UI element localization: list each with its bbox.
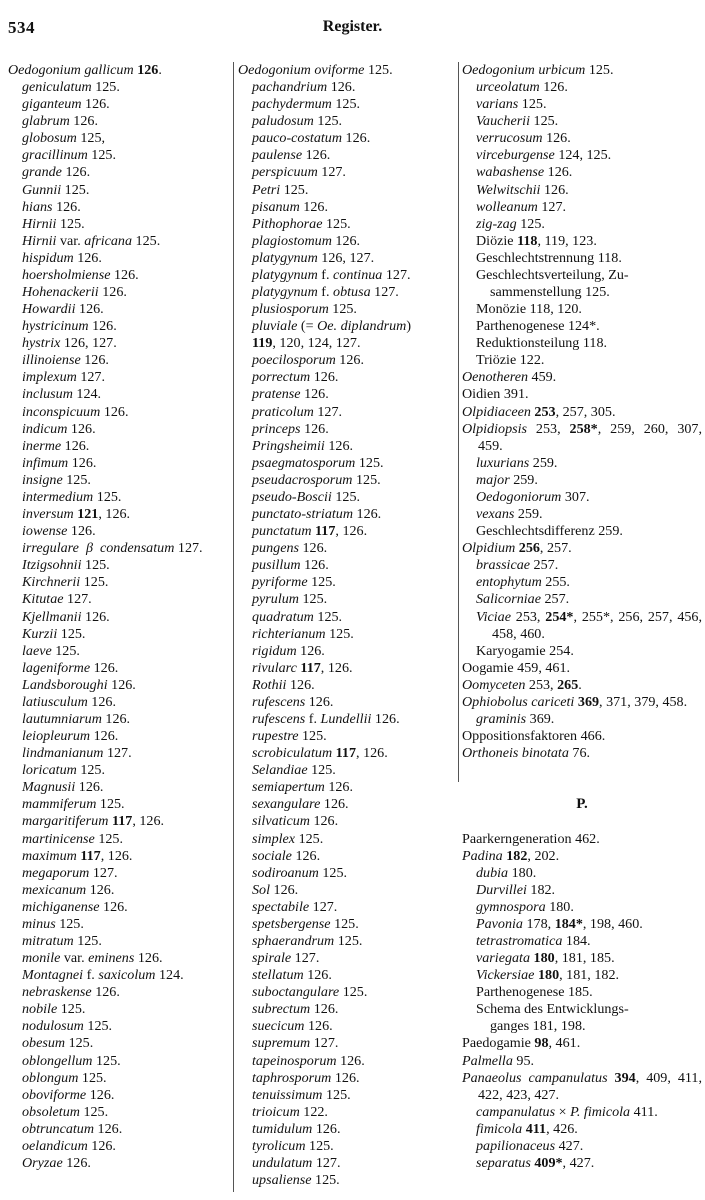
index-entry: Hohenackerii 126. bbox=[22, 284, 127, 301]
index-entry: latiusculum 126. bbox=[22, 693, 116, 710]
index-entry: plagiostomum 126. bbox=[252, 232, 361, 249]
index-entry: nobile 125. bbox=[22, 1001, 86, 1018]
index-entry: richterianum 125. bbox=[252, 625, 354, 642]
index-column-1 bbox=[8, 62, 230, 1192]
index-entry: upsaliense 125. bbox=[252, 1172, 340, 1189]
index-entry: simplex 125. bbox=[252, 830, 324, 847]
index-entry: Landsboroughi 126. bbox=[22, 676, 136, 693]
index-entry: lageniforme 126. bbox=[22, 659, 119, 676]
index-entry: hoersholmiense 126. bbox=[22, 266, 139, 283]
index-entry: dubia 180. bbox=[476, 864, 537, 881]
index-entry: sammenstellung 125. bbox=[490, 284, 610, 301]
index-entry: ganges 181, 198. bbox=[490, 1018, 586, 1035]
index-entry: Palmella 95. bbox=[462, 1052, 535, 1069]
index-entry: nebraskense 126. bbox=[22, 984, 120, 1001]
index-entry: platygynum f. obtusa 127. bbox=[252, 284, 399, 301]
index-entry: Oomyceten 253, 265. bbox=[462, 676, 582, 693]
index-entry: wolleanum 127. bbox=[476, 198, 567, 215]
index-entry: Geschlechtsdifferenz 259. bbox=[476, 523, 623, 540]
index-entry: Paedogamie 98, 461. bbox=[462, 1035, 581, 1052]
index-entry: paludosum 125. bbox=[252, 113, 343, 130]
index-entry: perspicuum 127. bbox=[252, 164, 346, 181]
section-heading: P. bbox=[576, 796, 588, 813]
index-entry: pachydermum 125. bbox=[252, 96, 361, 113]
index-entry: Salicorniae 257. bbox=[476, 591, 570, 608]
index-entry: suecicum 126. bbox=[252, 1018, 333, 1035]
index-entry: oblongellum 125. bbox=[22, 1052, 121, 1069]
index-entry: Parthenogenese 124*. bbox=[476, 318, 600, 335]
index-entry: pluviale (= Oe. diplandrum) bbox=[252, 318, 412, 335]
index-entry: Oryzae 126. bbox=[22, 1155, 91, 1171]
index-entry: pachandrium 126. bbox=[252, 79, 356, 96]
index-entry: Oenotheren 459. bbox=[462, 369, 557, 386]
index-entry: obsoletum 125. bbox=[22, 1103, 109, 1120]
index-entry: luxurians 259. bbox=[476, 454, 558, 471]
index-entry: spectabile 127. bbox=[252, 898, 338, 915]
index-entry: irregulare β condensatum 127. bbox=[22, 540, 203, 557]
index-entry: martinicense 125. bbox=[22, 830, 123, 847]
index-entry: platygynum f. continua 127. bbox=[252, 266, 411, 283]
index-entry: oboviforme 126. bbox=[22, 1086, 115, 1103]
index-entry: rivularc 117, 126. bbox=[252, 659, 353, 676]
index-entry: Paarkerngeneration 462. bbox=[462, 830, 600, 847]
index-entry: pseudacrosporum 125. bbox=[252, 471, 381, 488]
index-entry: Petri 125. bbox=[252, 181, 309, 198]
index-entry: Monözie 118, 120. bbox=[476, 301, 582, 318]
index-entry: platygynum 126, 127. bbox=[252, 249, 375, 266]
index-entry: Orthoneis binotata 76. bbox=[462, 745, 591, 762]
index-entry: 119, 120, 124, 127. bbox=[252, 335, 361, 352]
index-entry: spirale 127. bbox=[252, 950, 320, 967]
index-entry: rigidum 126. bbox=[252, 642, 325, 659]
index-entry: grande 126. bbox=[22, 164, 91, 181]
index-entry: margaritiferum 117, 126. bbox=[22, 813, 165, 830]
index-entry: spetsbergense 125. bbox=[252, 915, 359, 932]
index-entry: Schema des Entwicklungs- bbox=[476, 1001, 629, 1018]
index-entry: Karyogamie 254. bbox=[476, 642, 574, 659]
index-entry: obtruncatum 126. bbox=[22, 1120, 123, 1137]
index-entry: graminis 369. bbox=[476, 710, 555, 727]
index-entry: papilionaceus 427. bbox=[476, 1137, 584, 1154]
index-entry: loricatum 125. bbox=[22, 762, 105, 779]
index-entry: campanulatus × P. fimicola 411. bbox=[476, 1103, 658, 1120]
index-entry: taphrosporum 126. bbox=[252, 1069, 360, 1086]
index-entry: Pringsheimii 126. bbox=[252, 437, 354, 454]
index-entry: pyriforme 125. bbox=[252, 574, 336, 591]
index-entry: inerme 126. bbox=[22, 437, 90, 454]
index-entry: giganteum 126. bbox=[22, 96, 110, 113]
index-entry: Kitutae 127. bbox=[22, 591, 92, 608]
index-entry: Oedogonium oviforme 125. bbox=[238, 62, 393, 78]
index-entry: quadratum 125. bbox=[252, 608, 343, 625]
index-entry: Diözie 118, 119, 123. bbox=[476, 232, 597, 249]
index-entry: sphaerandrum 125. bbox=[252, 932, 363, 949]
index-entry: laeve 125. bbox=[22, 642, 80, 659]
spacer bbox=[462, 813, 702, 830]
index-entry: rufescens f. Lundellii 126. bbox=[252, 710, 400, 727]
index-entry: obesum 125. bbox=[22, 1035, 94, 1052]
index-entry: rupestre 125. bbox=[252, 728, 327, 745]
index-entry: Vaucherii 125. bbox=[476, 113, 559, 130]
index-entry: tetrastromatica 184. bbox=[476, 932, 591, 949]
index-entry: Kjellmanii 126. bbox=[22, 608, 110, 625]
index-entry: wabashense 126. bbox=[476, 164, 573, 181]
index-entry: Montagnei f. saxicolum 124. bbox=[22, 967, 184, 984]
index-entry: trioicum 122. bbox=[252, 1103, 328, 1120]
index-entry: mitratum 125. bbox=[22, 932, 102, 949]
index-entry: intermedium 125. bbox=[22, 488, 122, 505]
index-entry: virceburgense 124, 125. bbox=[476, 147, 612, 164]
index-entry: iowense 126. bbox=[22, 523, 96, 540]
index-entry: megaporum 127. bbox=[22, 864, 118, 881]
index-entry: Oppositionsfaktoren 466. bbox=[462, 728, 606, 745]
index-entry: Geschlechtstrennung 118. bbox=[476, 249, 622, 266]
index-entry: Reduktionsteilung 118. bbox=[476, 335, 608, 352]
index-entry: globosum 125, bbox=[22, 130, 106, 147]
index-entry: pseudo-Boscii 125. bbox=[252, 488, 361, 505]
index-entry: Welwitschii 126. bbox=[476, 181, 569, 198]
index-entry: Pithophorae 125. bbox=[252, 215, 351, 232]
spacer bbox=[462, 762, 702, 779]
index-entry: tumidulum 126. bbox=[252, 1120, 341, 1137]
index-column-3 bbox=[462, 62, 702, 1192]
index-entry: oelandicum 126. bbox=[22, 1137, 116, 1154]
index-entry: sodiroanum 125. bbox=[252, 864, 348, 881]
index-entry: brassicae 257. bbox=[476, 557, 559, 574]
index-entry: oblongum 125. bbox=[22, 1069, 107, 1086]
index-entry: undulatum 127. bbox=[252, 1155, 341, 1171]
index-entry: michiganense 126. bbox=[22, 898, 128, 915]
index-entry: insigne 125. bbox=[22, 471, 91, 488]
index-entry: Triözie 122. bbox=[476, 352, 545, 369]
index-entry: inclusum 124. bbox=[22, 386, 102, 403]
index-entry: tyrolicum 125. bbox=[252, 1137, 334, 1154]
index-entry: punctato-striatum 126. bbox=[252, 506, 382, 523]
index-entry: gracillinum 125. bbox=[22, 147, 116, 164]
index-entry: hispidum 126. bbox=[22, 249, 102, 266]
index-entry: princeps 126. bbox=[252, 420, 329, 437]
index-entry: Howardii 126. bbox=[22, 301, 104, 318]
index-entry: entophytum 255. bbox=[476, 574, 570, 591]
index-entry: Oogamie 459, 461. bbox=[462, 659, 571, 676]
index-entry: varians 125. bbox=[476, 96, 547, 113]
index-entry: inconspicuum 126. bbox=[22, 403, 129, 420]
index-entry: geniculatum 125. bbox=[22, 79, 120, 96]
index-entry: Panaeolus campanulatus 394, 409, 411, 422, 423, 427. bbox=[462, 1069, 702, 1103]
index-entry: monile var. eminens 126. bbox=[22, 950, 163, 967]
index-entry: Oidien 391. bbox=[462, 386, 529, 403]
index-entry: implexum 127. bbox=[22, 369, 105, 386]
index-entry: Gunnii 125. bbox=[22, 181, 90, 198]
index-entry: scrobiculatum 117, 126. bbox=[252, 745, 388, 762]
index-entry: subrectum 126. bbox=[252, 1001, 339, 1018]
index-entry: praticolum 127. bbox=[252, 403, 343, 420]
index-entry: lindmanianum 127. bbox=[22, 745, 132, 762]
index-entry: sexangulare 126. bbox=[252, 796, 349, 813]
index-entry: stellatum 126. bbox=[252, 967, 332, 984]
index-entry: Parthenogenese 185. bbox=[476, 984, 593, 1001]
index-entry: suboctangulare 125. bbox=[252, 984, 368, 1001]
index-entry: separatus 409*, 427. bbox=[476, 1155, 595, 1171]
index-entry: illinoiense 126. bbox=[22, 352, 109, 369]
index-entry: Olpidium 256, 257. bbox=[462, 540, 572, 557]
index-entry: Kirchnerii 125. bbox=[22, 574, 109, 591]
index-entry: glabrum 126. bbox=[22, 113, 98, 130]
index-entry: indicum 126. bbox=[22, 420, 96, 437]
index-entry: inversum 121, 126. bbox=[22, 506, 131, 523]
page-title: Register. bbox=[322, 18, 383, 35]
index-entry: Pavonia 178, 184*, 198, 460. bbox=[476, 915, 643, 932]
index-entry: Vickersiae 180, 181, 182. bbox=[476, 967, 620, 984]
index-entry: mexicanum 126. bbox=[22, 881, 115, 898]
index-entry: mammiferum 125. bbox=[22, 796, 125, 813]
index-entry: Sol 126. bbox=[252, 881, 299, 898]
index-entry: Oedogonium gallicum 126. bbox=[8, 62, 162, 78]
index-entry: urceolatum 126. bbox=[476, 79, 568, 96]
index-entry: Hirnii var. africana 125. bbox=[22, 232, 161, 249]
index-entry: Itzigsohnii 125. bbox=[22, 557, 110, 574]
index-entry: pyrulum 125. bbox=[252, 591, 328, 608]
index-entry: punctatum 117, 126. bbox=[252, 523, 368, 540]
index-entry: paulense 126. bbox=[252, 147, 331, 164]
index-entry: vexans 259. bbox=[476, 506, 543, 523]
index-entry: supremum 127. bbox=[252, 1035, 339, 1052]
index-entry: hians 126. bbox=[22, 198, 81, 215]
index-entry: verrucosum 126. bbox=[476, 130, 571, 147]
index-entry: pisanum 126. bbox=[252, 198, 328, 215]
index-entry: variegata 180, 181, 185. bbox=[476, 950, 615, 967]
index-entry: pratense 126. bbox=[252, 386, 329, 403]
index-entry: Oedogonium urbicum 125. bbox=[462, 62, 614, 78]
index-entry: hystrix 126, 127. bbox=[22, 335, 117, 352]
index-entry: leiopleurum 126. bbox=[22, 728, 119, 745]
index-entry: Viciae 253, 254*, 255*, 256, 257, 456, 458, 460. bbox=[476, 608, 702, 642]
index-entry: Rothii 126. bbox=[252, 676, 315, 693]
index-entry: gymnospora 180. bbox=[476, 898, 574, 915]
index-entry: major 259. bbox=[476, 471, 538, 488]
index-entry: lautumniarum 126. bbox=[22, 710, 131, 727]
index-entry: Ophiobolus cariceti 369, 371, 379, 458. bbox=[462, 693, 688, 710]
index-entry: Magnusii 126. bbox=[22, 779, 104, 796]
index-entry: porrectum 126. bbox=[252, 369, 339, 386]
index-entry: Selandiae 125. bbox=[252, 762, 336, 779]
index-entry: sociale 126. bbox=[252, 847, 321, 864]
index-entry: semiapertum 126. bbox=[252, 779, 353, 796]
index-entry: Padina 182, 202. bbox=[462, 847, 560, 864]
page-number: 534 bbox=[8, 18, 35, 37]
index-column-2 bbox=[238, 62, 460, 1192]
index-entry: Kurzii 125. bbox=[22, 625, 86, 642]
index-entry: tenuissimum 125. bbox=[252, 1086, 351, 1103]
index-entry: infimum 126. bbox=[22, 454, 97, 471]
index-entry: Geschlechtsverteilung, Zu- bbox=[476, 266, 629, 283]
index-entry: tapeinosporum 126. bbox=[252, 1052, 365, 1069]
index-entry: Olpidiaceen 253, 257, 305. bbox=[462, 403, 616, 420]
index-entry: minus 125. bbox=[22, 915, 84, 932]
index-entry: Durvillei 182. bbox=[476, 881, 556, 898]
column-divider bbox=[233, 62, 234, 1192]
index-entry: fimicola 411, 426. bbox=[476, 1120, 578, 1137]
index-entry: plusiosporum 125. bbox=[252, 301, 357, 318]
index-entry: Oedogoniorum 307. bbox=[476, 488, 590, 505]
index-entry: silvaticum 126. bbox=[252, 813, 339, 830]
index-entry: pusillum 126. bbox=[252, 557, 329, 574]
index-entry: hystricinum 126. bbox=[22, 318, 117, 335]
index-entry: rufescens 126. bbox=[252, 693, 334, 710]
index-entry: psaegmatosporum 125. bbox=[252, 454, 384, 471]
index-entry: maximum 117, 126. bbox=[22, 847, 133, 864]
index-entry: pungens 126. bbox=[252, 540, 328, 557]
index-entry: zig-zag 125. bbox=[476, 215, 545, 232]
index-entry: nodulosum 125. bbox=[22, 1018, 113, 1035]
spacer bbox=[462, 779, 702, 796]
index-entry: Hirnii 125. bbox=[22, 215, 85, 232]
index-entry: Olpidiopsis 253, 258*, 259, 260, 307, 459. bbox=[462, 420, 702, 454]
index-entry: pauco-costatum 126. bbox=[252, 130, 371, 147]
index-entry: poecilosporum 126. bbox=[252, 352, 364, 369]
